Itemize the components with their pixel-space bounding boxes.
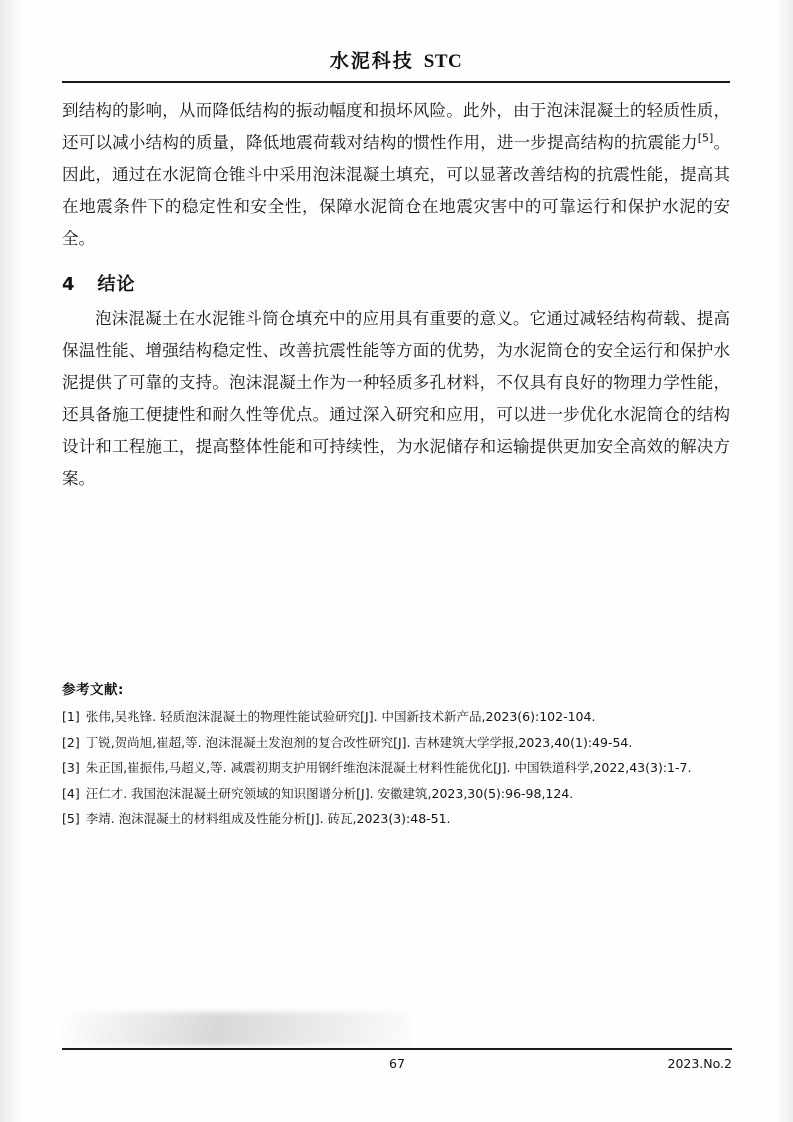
issue-label: 2023.No.2 [667,1056,732,1071]
running-head [62,0,730,73]
reference-text: 张伟,吴兆锋. 轻质泡沫混凝土的物理性能试验研究[J]. 中国新技术新产品,2023(6):102-104. [85,709,596,724]
reference-item [62,757,734,780]
reference-text: 丁锐,贺尚旭,崔超,等. 泡沫混凝土发泡剂的复合改性研究[J]. 吉林建筑大学学报,2023,40(1):49-54. [85,734,633,750]
reference-label: [1] [62,709,80,724]
reference-label: [4] [62,785,80,801]
references-section [62,678,734,834]
reference-item [62,732,734,755]
section-heading-conclusion [62,269,730,301]
reference-label: [5] [62,811,80,826]
reference-item [62,783,734,806]
page-number: 67 [389,1056,405,1071]
reference-text: 李靖. 泡沫混凝土的材料组成及性能分析[J]. 砖瓦,2023(3):48-51. [85,811,451,826]
conclusion-paragraph: 泡沫混凝土在水泥锥斗筒仓填充中的应用具有重要的意义。它通过减轻结构荷载、提高保温性能、增强结构稳定性、改善抗震性能等方面的优势，为水泥筒仓的安全运行和保护水泥提供了可靠的支持。泡沫混凝土作为一种轻质多孔材料，不仅具有良好的物理力学性能，还具备施工便捷性和耐久性等优点。通过深入研究和应用，可以进一步优化水泥筒仓的结构设计和工程施工，提高整体性能和可持续性，为水泥储存和运输提供更加安全高效的解决方案。 [62,309,730,488]
journal-title-en: STC [423,51,463,72]
page-content [62,0,730,495]
continued-paragraph [62,95,730,255]
references-title: 参考文献: [62,682,124,698]
journal-title-cn: 水泥科技 [329,50,414,72]
reference-item [62,706,734,729]
continued-paragraph-text: 到结构的影响，从而降低结构的振动幅度和损坏风险。此外，由于泡沫混凝土的轻质性质，还可以减小结构的质量，降低地震荷载对结构的惯性作用，进一步提高结构的抗震能力 [62,101,730,152]
body-text [62,95,730,495]
reference-label: [2] [62,734,80,750]
header-rule [62,81,730,83]
reference-label: [3] [62,760,80,775]
footer-rule [62,1048,732,1050]
scan-smudge [60,1012,410,1046]
reference-item [62,808,734,831]
inline-citation-5: [5] [697,131,714,145]
reference-text: 朱正国,崔振伟,马超义,等. 减震初期支护用钢纤维泡沫混凝土材料性能优化[J]. 中国铁道科学,2022,43(3):1-7. [85,760,692,775]
section-title: 结论 [97,274,136,295]
section-number: 4 [62,274,76,295]
reference-text: 汪仁才. 我国泡沫混凝土研究领域的知识图谱分析[J]. 安徽建筑,2023,30(5):96-98,124. [85,785,574,801]
continued-paragraph-rest: 。因此，通过在水泥筒仓锥斗中采用泡沫混凝土填充，可以显著改善结构的抗震性能，提高其在地震条件下的稳定性和安全性，保障水泥筒仓在地震灾害中的可靠运行和保护水泥的安全。 [62,133,731,248]
